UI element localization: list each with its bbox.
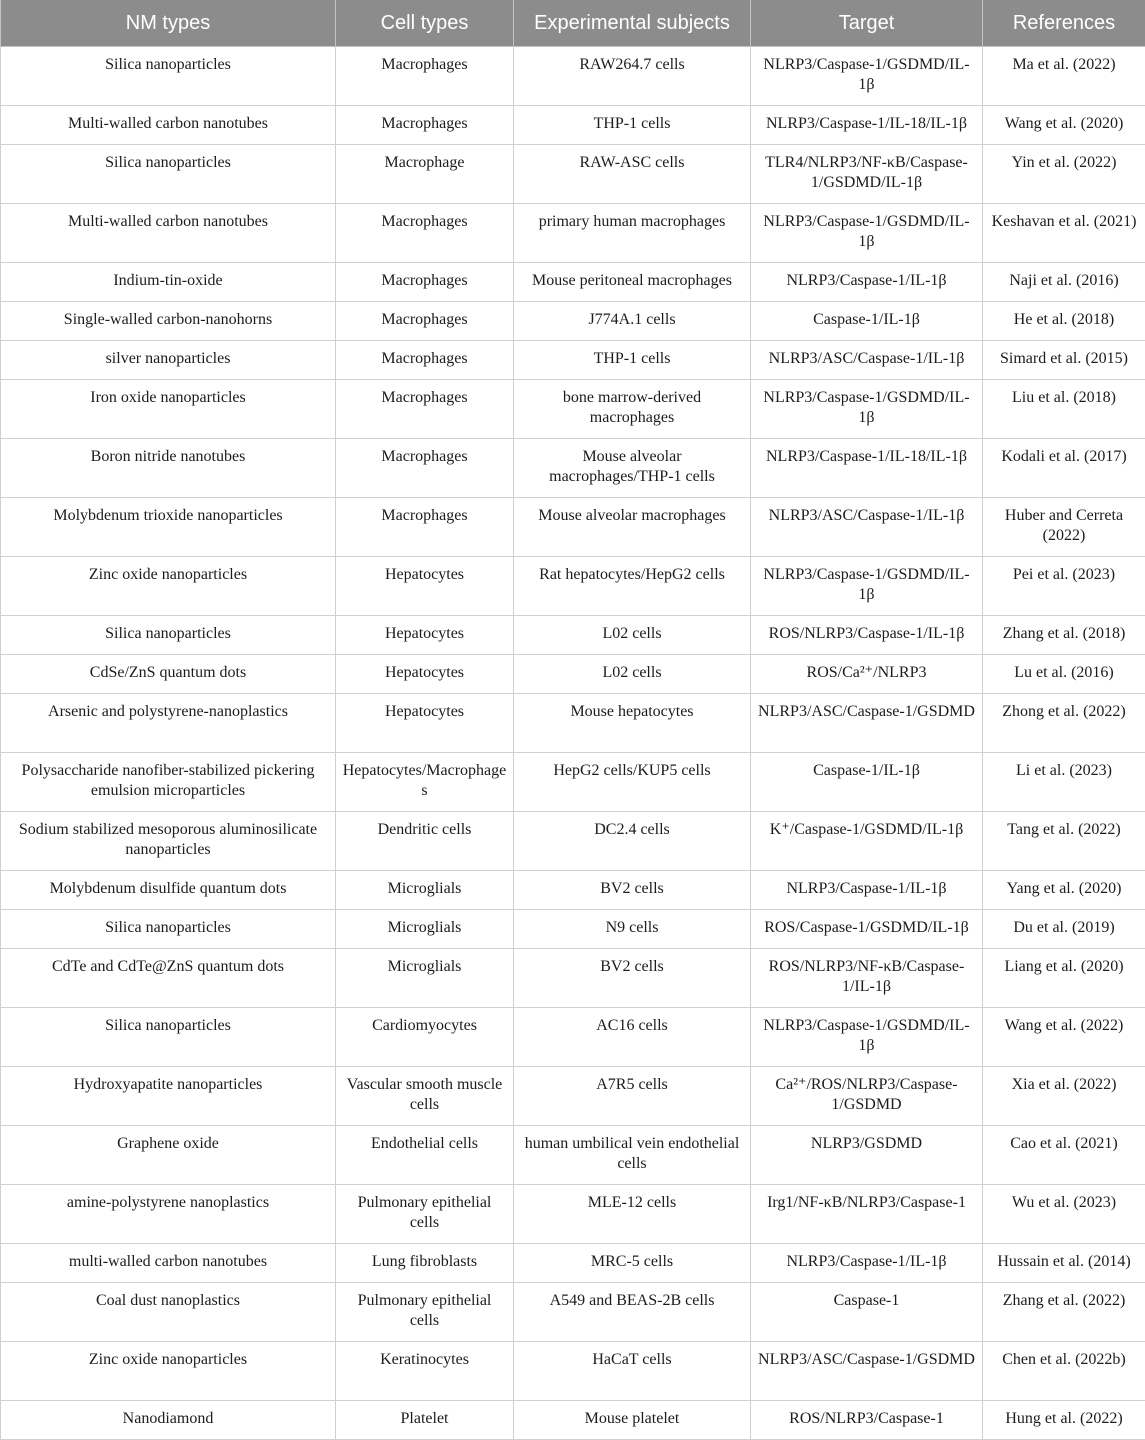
nm-type-cell: Boron nitride nanotubes <box>1 439 336 498</box>
table-row <box>1 341 1145 380</box>
nm-type-cell: CdTe and CdTe@ZnS quantum dots <box>1 949 336 1008</box>
column-header-experimental-subjects: Experimental subjects <box>514 0 751 47</box>
table-header-row <box>1 0 1145 47</box>
table-row <box>1 910 1145 949</box>
table-row <box>1 47 1145 106</box>
experimental-subject-cell: N9 cells <box>514 910 751 949</box>
table-row <box>1 949 1145 1008</box>
experimental-subject-cell: BV2 cells <box>514 871 751 910</box>
cell-type-cell: Pulmonary epithelial cells <box>336 1283 514 1342</box>
reference-cell: Wu et al. (2023) <box>983 1185 1145 1244</box>
experimental-subject-cell: Mouse alveolar macrophages/THP-1 cells <box>514 439 751 498</box>
target-cell: NLRP3/Caspase-1/GSDMD/IL-1β <box>751 557 983 616</box>
cell-type-cell: Lung fibroblasts <box>336 1244 514 1283</box>
cell-type-cell: Keratinocytes <box>336 1342 514 1401</box>
table-row <box>1 498 1145 557</box>
reference-cell: He et al. (2018) <box>983 302 1145 341</box>
table-row <box>1 655 1145 694</box>
reference-cell: Zhong et al. (2022) <box>983 694 1145 753</box>
nm-type-cell: Single-walled carbon-nanohorns <box>1 302 336 341</box>
cell-type-cell: Hepatocytes <box>336 616 514 655</box>
reference-cell: Liang et al. (2020) <box>983 949 1145 1008</box>
cell-type-cell: Platelet <box>336 1401 514 1440</box>
experimental-subject-cell: A7R5 cells <box>514 1067 751 1126</box>
nm-type-cell: Molybdenum trioxide nanoparticles <box>1 498 336 557</box>
experimental-subject-cell: BV2 cells <box>514 949 751 1008</box>
table-row <box>1 1342 1145 1401</box>
reference-cell: Yang et al. (2020) <box>983 871 1145 910</box>
cell-type-cell: Microglials <box>336 871 514 910</box>
reference-cell: Xia et al. (2022) <box>983 1067 1145 1126</box>
nm-type-cell: Coal dust nanoplastics <box>1 1283 336 1342</box>
reference-cell: Lu et al. (2016) <box>983 655 1145 694</box>
nm-type-cell: multi-walled carbon nanotubes <box>1 1244 336 1283</box>
experimental-subject-cell: A549 and BEAS-2B cells <box>514 1283 751 1342</box>
nm-type-cell: CdSe/ZnS quantum dots <box>1 655 336 694</box>
nm-type-cell: amine-polystyrene nanoplastics <box>1 1185 336 1244</box>
table-row <box>1 1244 1145 1283</box>
nm-type-cell: Silica nanoparticles <box>1 1008 336 1067</box>
nm-type-cell: Multi-walled carbon nanotubes <box>1 106 336 145</box>
cell-type-cell: Macrophages <box>336 204 514 263</box>
table-row <box>1 145 1145 204</box>
target-cell: NLRP3/Caspase-1/IL-18/IL-1β <box>751 106 983 145</box>
nm-type-cell: Multi-walled carbon nanotubes <box>1 204 336 263</box>
reference-cell: Cao et al. (2021) <box>983 1126 1145 1185</box>
reference-cell: Huber and Cerreta (2022) <box>983 498 1145 557</box>
cell-type-cell: Hepatocytes/Macrophages <box>336 753 514 812</box>
target-cell: Ca²⁺/ROS/NLRP3/Caspase-1/GSDMD <box>751 1067 983 1126</box>
target-cell: ROS/NLRP3/Caspase-1/IL-1β <box>751 616 983 655</box>
reference-cell: Li et al. (2023) <box>983 753 1145 812</box>
reference-cell: Zhang et al. (2022) <box>983 1283 1145 1342</box>
table-row <box>1 1185 1145 1244</box>
target-cell: NLRP3/Caspase-1/IL-1β <box>751 1244 983 1283</box>
cell-type-cell: Macrophages <box>336 380 514 439</box>
experimental-subject-cell: MLE-12 cells <box>514 1185 751 1244</box>
nm-type-cell: Arsenic and polystyrene-nanoplastics <box>1 694 336 753</box>
cell-type-cell: Macrophages <box>336 263 514 302</box>
experimental-subject-cell: THP-1 cells <box>514 341 751 380</box>
experimental-subject-cell: L02 cells <box>514 655 751 694</box>
nm-type-cell: Graphene oxide <box>1 1126 336 1185</box>
experimental-subject-cell: DC2.4 cells <box>514 812 751 871</box>
cell-type-cell: Microglials <box>336 910 514 949</box>
target-cell: NLRP3/Caspase-1/GSDMD/IL-1β <box>751 1008 983 1067</box>
column-header-nm-types: NM types <box>1 0 336 47</box>
table-row <box>1 439 1145 498</box>
experimental-subject-cell: THP-1 cells <box>514 106 751 145</box>
reference-cell: Pei et al. (2023) <box>983 557 1145 616</box>
nm-type-cell: Hydroxyapatite nanoparticles <box>1 1067 336 1126</box>
target-cell: ROS/NLRP3/Caspase-1 <box>751 1401 983 1440</box>
reference-cell: Du et al. (2019) <box>983 910 1145 949</box>
cell-type-cell: Hepatocytes <box>336 557 514 616</box>
target-cell: NLRP3/Caspase-1/IL-1β <box>751 263 983 302</box>
experimental-subject-cell: Mouse alveolar macrophages <box>514 498 751 557</box>
column-header-target: Target <box>751 0 983 47</box>
target-cell: NLRP3/Caspase-1/GSDMD/IL-1β <box>751 380 983 439</box>
cell-type-cell: Macrophages <box>336 47 514 106</box>
cell-type-cell: Pulmonary epithelial cells <box>336 1185 514 1244</box>
table-row <box>1 694 1145 753</box>
reference-cell: Tang et al. (2022) <box>983 812 1145 871</box>
experimental-subject-cell: MRC-5 cells <box>514 1244 751 1283</box>
table-row <box>1 557 1145 616</box>
reference-cell: Keshavan et al. (2021) <box>983 204 1145 263</box>
nm-type-cell: Sodium stabilized mesoporous aluminosilicate nanoparticles <box>1 812 336 871</box>
target-cell: NLRP3/Caspase-1/GSDMD/IL-1β <box>751 47 983 106</box>
cell-type-cell: Endothelial cells <box>336 1126 514 1185</box>
nm-type-cell: Iron oxide nanoparticles <box>1 380 336 439</box>
table-row <box>1 1283 1145 1342</box>
cell-type-cell: Dendritic cells <box>336 812 514 871</box>
experimental-subject-cell: HepG2 cells/KUP5 cells <box>514 753 751 812</box>
table-row <box>1 812 1145 871</box>
experimental-subject-cell: Mouse peritoneal macrophages <box>514 263 751 302</box>
nm-type-cell: Indium-tin-oxide <box>1 263 336 302</box>
cell-type-cell: Vascular smooth muscle cells <box>336 1067 514 1126</box>
cell-type-cell: Macrophages <box>336 106 514 145</box>
target-cell: ROS/Ca²⁺/NLRP3 <box>751 655 983 694</box>
cell-type-cell: Macrophages <box>336 498 514 557</box>
target-cell: Caspase-1/IL-1β <box>751 753 983 812</box>
reference-cell: Wang et al. (2020) <box>983 106 1145 145</box>
reference-cell: Kodali et al. (2017) <box>983 439 1145 498</box>
target-cell: TLR4/NLRP3/NF-κB/Caspase-1/GSDMD/IL-1β <box>751 145 983 204</box>
reference-cell: Ma et al. (2022) <box>983 47 1145 106</box>
cell-type-cell: Macrophages <box>336 302 514 341</box>
nm-type-cell: Zinc oxide nanoparticles <box>1 1342 336 1401</box>
nm-type-cell: Silica nanoparticles <box>1 616 336 655</box>
experimental-subject-cell: HaCaT cells <box>514 1342 751 1401</box>
table-row <box>1 616 1145 655</box>
table-row <box>1 1401 1145 1440</box>
reference-cell: Hussain et al. (2014) <box>983 1244 1145 1283</box>
experimental-subject-cell: AC16 cells <box>514 1008 751 1067</box>
target-cell: Caspase-1/IL-1β <box>751 302 983 341</box>
experimental-subject-cell: human umbilical vein endothelial cells <box>514 1126 751 1185</box>
reference-cell: Wang et al. (2022) <box>983 1008 1145 1067</box>
cell-type-cell: Hepatocytes <box>336 694 514 753</box>
column-header-cell-types: Cell types <box>336 0 514 47</box>
nm-type-cell: Polysaccharide nanofiber-stabilized pickering emulsion microparticles <box>1 753 336 812</box>
table-row <box>1 263 1145 302</box>
cell-type-cell: Macrophages <box>336 439 514 498</box>
experimental-subject-cell: bone marrow-derived macrophages <box>514 380 751 439</box>
table-row <box>1 871 1145 910</box>
nm-type-cell: Nanodiamond <box>1 1401 336 1440</box>
experimental-subject-cell: RAW264.7 cells <box>514 47 751 106</box>
experimental-subject-cell: Rat hepatocytes/HepG2 cells <box>514 557 751 616</box>
nm-type-cell: Silica nanoparticles <box>1 145 336 204</box>
cell-type-cell: Macrophages <box>336 341 514 380</box>
table-row <box>1 1126 1145 1185</box>
target-cell: NLRP3/GSDMD <box>751 1126 983 1185</box>
nm-type-cell: Silica nanoparticles <box>1 47 336 106</box>
table-row <box>1 1008 1145 1067</box>
experimental-subject-cell: Mouse platelet <box>514 1401 751 1440</box>
target-cell: NLRP3/ASC/Caspase-1/IL-1β <box>751 341 983 380</box>
reference-cell: Zhang et al. (2018) <box>983 616 1145 655</box>
target-cell: NLRP3/ASC/Caspase-1/IL-1β <box>751 498 983 557</box>
reference-cell: Yin et al. (2022) <box>983 145 1145 204</box>
nm-type-cell: Molybdenum disulfide quantum dots <box>1 871 336 910</box>
reference-cell: Hung et al. (2022) <box>983 1401 1145 1440</box>
experimental-subject-cell: Mouse hepatocytes <box>514 694 751 753</box>
experimental-subject-cell: L02 cells <box>514 616 751 655</box>
cell-type-cell: Macrophage <box>336 145 514 204</box>
target-cell: NLRP3/ASC/Caspase-1/GSDMD <box>751 1342 983 1401</box>
experimental-subject-cell: RAW-ASC cells <box>514 145 751 204</box>
reference-cell: Simard et al. (2015) <box>983 341 1145 380</box>
target-cell: NLRP3/ASC/Caspase-1/GSDMD <box>751 694 983 753</box>
cell-type-cell: Cardiomyocytes <box>336 1008 514 1067</box>
reference-cell: Liu et al. (2018) <box>983 380 1145 439</box>
table-row <box>1 106 1145 145</box>
table-row <box>1 1067 1145 1126</box>
target-cell: NLRP3/Caspase-1/GSDMD/IL-1β <box>751 204 983 263</box>
target-cell: K⁺/Caspase-1/GSDMD/IL-1β <box>751 812 983 871</box>
table-row <box>1 753 1145 812</box>
nm-type-cell: Silica nanoparticles <box>1 910 336 949</box>
target-cell: Irg1/NF-κB/NLRP3/Caspase-1 <box>751 1185 983 1244</box>
table-row <box>1 380 1145 439</box>
cell-type-cell: Microglials <box>336 949 514 1008</box>
reference-cell: Chen et al. (2022b) <box>983 1342 1145 1401</box>
nm-type-cell: silver nanoparticles <box>1 341 336 380</box>
target-cell: ROS/Caspase-1/GSDMD/IL-1β <box>751 910 983 949</box>
target-cell: NLRP3/Caspase-1/IL-18/IL-1β <box>751 439 983 498</box>
target-cell: Caspase-1 <box>751 1283 983 1342</box>
experimental-subject-cell: J774A.1 cells <box>514 302 751 341</box>
cell-type-cell: Hepatocytes <box>336 655 514 694</box>
reference-cell: Naji et al. (2016) <box>983 263 1145 302</box>
table-row <box>1 302 1145 341</box>
nm-type-cell: Zinc oxide nanoparticles <box>1 557 336 616</box>
table-row <box>1 204 1145 263</box>
column-header-references: References <box>983 0 1145 47</box>
target-cell: ROS/NLRP3/NF-κB/Caspase-1/IL-1β <box>751 949 983 1008</box>
target-cell: NLRP3/Caspase-1/IL-1β <box>751 871 983 910</box>
experimental-subject-cell: primary human macrophages <box>514 204 751 263</box>
